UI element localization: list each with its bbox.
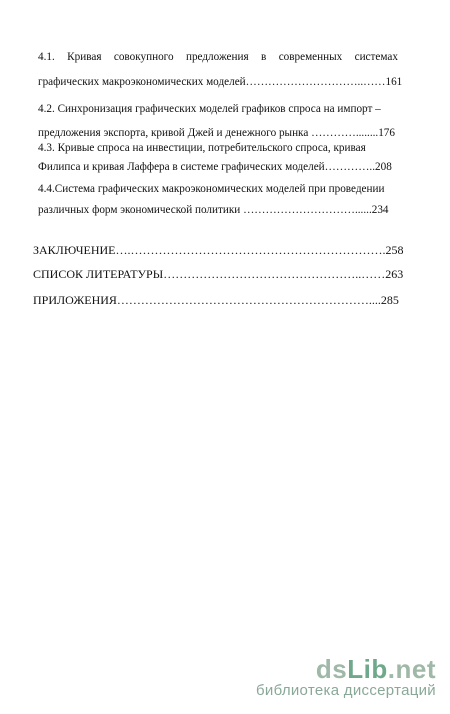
dslib-watermark [256, 656, 436, 700]
toc-item-4-3-line-1: 4.3. Кривые спроса на инвестиции, потребительского спроса, кривая [38, 142, 366, 154]
toc-item-4-2-line-1: 4.2. Синхронизация графических моделей графиков спроса на импорт – [38, 103, 381, 115]
toc-word: 4.1. [38, 51, 55, 63]
toc-word: современных [278, 51, 343, 63]
dslib-subtitle: библиотека диссертаций [256, 682, 436, 699]
toc-item-4-4-line-2: различных форм экономической политики …………………………......234 [38, 204, 389, 216]
toc-section-conclusion: ЗАКЛЮЧЕНИЕ….……………………………………………………….258 [33, 243, 404, 257]
toc-item-4-4-line-1: 4.4.Система графических макроэкономических моделей при проведении [38, 183, 385, 195]
toc-word: в [261, 51, 267, 63]
toc-item-4-2-line-2: предложения экспорта, кривой Джей и денежного рынка …………........176 [38, 127, 395, 139]
toc-word: системах [354, 51, 398, 63]
toc-item-4-1-line-1 [38, 50, 398, 64]
dslib-logo: dsLib.net [315, 654, 436, 684]
toc-item-4-3-line-2: Филипса и кривая Лаффера в системе графических моделей…………..208 [38, 161, 392, 173]
toc-item-4-1-line-2: графических макроэкономических моделей…………………………..……161 [38, 76, 403, 88]
toc-word: Кривая [67, 51, 102, 63]
toc-section-bibliography: СПИСОК ЛИТЕРАТУРЫ…………………………………………..……263 [33, 267, 404, 281]
toc-section-appendices: ПРИЛОЖЕНИЯ………………………………………………………....285 [33, 293, 399, 307]
toc-word: предложения [185, 51, 249, 63]
toc-word: совокупного [113, 51, 174, 63]
